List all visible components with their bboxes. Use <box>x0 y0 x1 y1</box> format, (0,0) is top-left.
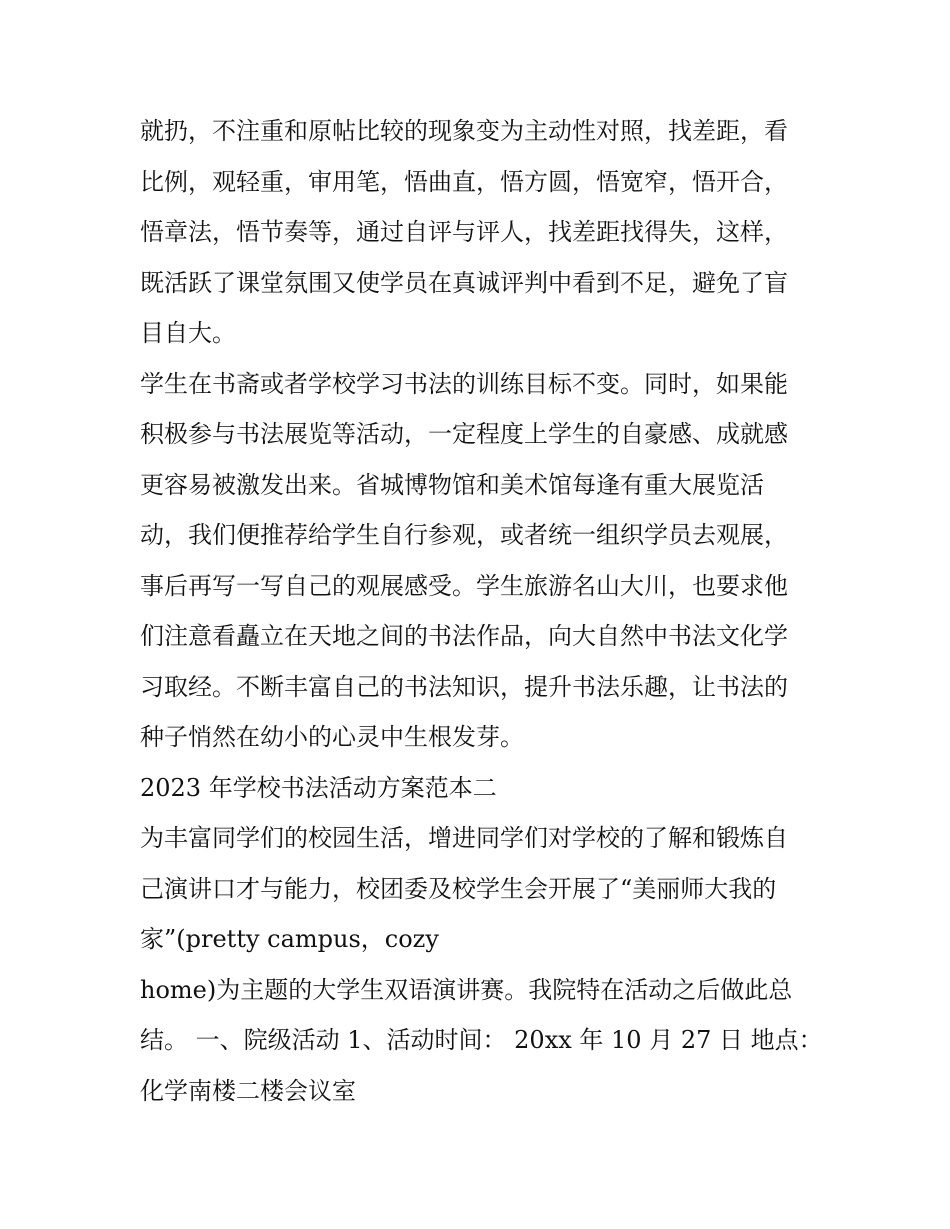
text-line: 为丰富同学们的校园生活，增进同学们对学校的了解和锻炼自 <box>140 824 788 852</box>
text-line: 就扔，不注重和原帖比较的现象变为主动性对照，找差距，看 <box>140 117 788 145</box>
text-line: 积极参与书法展览等活动，一定程度上学生的自豪感、成就感 <box>140 420 788 448</box>
text-line: 结。 一、院级活动 1、活动时间： 20xx 年 10 月 27 日 地点： <box>140 1026 823 1054</box>
text-line: 既活跃了课堂氛围又使学员在真诚评判中看到不足，避免了盲 <box>140 268 788 297</box>
text-line: 学生在书斋或者学校学习书法的训练目标不变。同时，如果能 <box>140 369 788 398</box>
text-line: 更容易被激发出来。省城博物馆和美术馆每逢有重大展览活 <box>140 470 764 499</box>
text-line: 化学南楼二楼会议室 <box>140 1076 356 1105</box>
text-line: 悟章法，悟节奏等，通过自评与评人，找差距找得失，这样， <box>140 218 788 246</box>
text-line: 比例，观轻重，审用笔，悟曲直，悟方圆，悟宽窄，悟开合， <box>140 167 788 196</box>
text-line: 习取经。不断丰富自己的书法知识，提升书法乐趣，让书法的 <box>140 672 788 701</box>
text-line: 们注意看矗立在天地之间的书法作品，向大自然中书法文化学 <box>140 622 788 650</box>
document-body <box>140 106 823 1116</box>
text-line: 动，我们便推荐给学生自行参观，或者统一组织学员去观展， <box>140 521 788 549</box>
section-heading: 2023 年学校书法活动方案范本二 <box>140 773 497 802</box>
text-line: 事后再写一写自己的观展感受。学生旅游名山大川，也要求他 <box>140 571 788 600</box>
text-line: 目自大。 <box>140 319 236 347</box>
text-line: home)为主题的大学生双语演讲赛。我院特在活动之后做此总 <box>140 975 793 1004</box>
text-line: 己演讲口才与能力，校团委及校学生会开展了“美丽师大我的 <box>140 874 777 903</box>
text-line: 种子悄然在幼小的心灵中生根发芽。 <box>140 723 524 751</box>
text-line: 家”(pretty campus，cozy <box>140 925 439 953</box>
